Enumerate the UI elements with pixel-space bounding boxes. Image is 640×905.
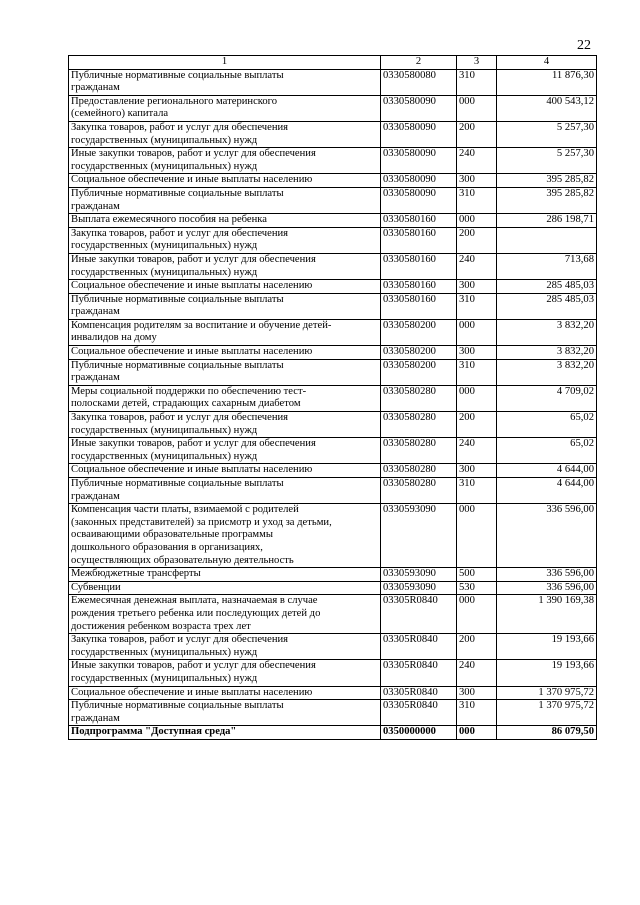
row-kind-cell: 000 bbox=[457, 95, 497, 121]
table-row bbox=[69, 95, 597, 121]
row-name-cell: Публичные нормативные социальные выплаты гражданам bbox=[69, 478, 381, 504]
row-code-cell: 0330580080 bbox=[381, 69, 457, 95]
row-kind-cell: 500 bbox=[457, 568, 497, 582]
row-kind-cell: 530 bbox=[457, 581, 497, 595]
table-row bbox=[69, 359, 597, 385]
table-row bbox=[69, 227, 597, 253]
row-name-cell: Публичные нормативные социальные выплаты гражданам bbox=[69, 359, 381, 385]
row-kind-cell: 200 bbox=[457, 121, 497, 147]
row-amount-cell: 3 832,20 bbox=[497, 359, 597, 385]
table-body bbox=[69, 69, 597, 739]
row-name-cell: Публичные нормативные социальные выплаты гражданам bbox=[69, 293, 381, 319]
table-row bbox=[69, 148, 597, 174]
row-kind-cell: 300 bbox=[457, 686, 497, 700]
row-name-cell: Социальное обеспечение и иные выплаты населению bbox=[69, 686, 381, 700]
row-kind-cell: 310 bbox=[457, 700, 497, 726]
row-name-cell: Меры социальной поддержки по обеспечению тест- полосками детей, страдающих сахарным диабетом bbox=[69, 385, 381, 411]
row-amount-cell: 65,02 bbox=[497, 412, 597, 438]
table-row bbox=[69, 319, 597, 345]
row-name-cell: Социальное обеспечение и иные выплаты населению bbox=[69, 280, 381, 294]
row-amount-cell: 4 644,00 bbox=[497, 478, 597, 504]
row-amount-cell: 336 596,00 bbox=[497, 581, 597, 595]
table-row bbox=[69, 634, 597, 660]
row-code-cell: 0330580280 bbox=[381, 412, 457, 438]
row-amount-cell: 395 285,82 bbox=[497, 174, 597, 188]
table-row bbox=[69, 253, 597, 279]
row-kind-cell: 310 bbox=[457, 69, 497, 95]
budget-table bbox=[68, 55, 597, 740]
row-kind-cell: 200 bbox=[457, 227, 497, 253]
row-amount-cell: 86 079,50 bbox=[497, 726, 597, 740]
row-kind-cell: 000 bbox=[457, 319, 497, 345]
column-header-1: 1 bbox=[69, 56, 381, 70]
row-name-cell: Закупка товаров, работ и услуг для обеспечения государственных (муниципальных) нужд bbox=[69, 634, 381, 660]
row-code-cell: 0330580280 bbox=[381, 438, 457, 464]
row-amount-cell: 395 285,82 bbox=[497, 187, 597, 213]
row-code-cell: 0350000000 bbox=[381, 726, 457, 740]
row-code-cell: 03305R0840 bbox=[381, 700, 457, 726]
row-name-cell: Закупка товаров, работ и услуг для обеспечения государственных (муниципальных) нужд bbox=[69, 227, 381, 253]
row-kind-cell: 310 bbox=[457, 359, 497, 385]
row-kind-cell: 300 bbox=[457, 174, 497, 188]
row-amount-cell: 1 390 169,38 bbox=[497, 595, 597, 634]
table-row bbox=[69, 174, 597, 188]
row-code-cell: 0330580160 bbox=[381, 293, 457, 319]
row-code-cell: 0330580200 bbox=[381, 359, 457, 385]
row-code-cell: 03305R0840 bbox=[381, 686, 457, 700]
row-kind-cell: 000 bbox=[457, 214, 497, 228]
row-kind-cell: 000 bbox=[457, 595, 497, 634]
row-kind-cell: 240 bbox=[457, 148, 497, 174]
table-row bbox=[69, 726, 597, 740]
row-code-cell: 0330593090 bbox=[381, 581, 457, 595]
row-amount-cell: 65,02 bbox=[497, 438, 597, 464]
row-name-cell: Субвенции bbox=[69, 581, 381, 595]
table-row bbox=[69, 700, 597, 726]
row-code-cell: 0330580090 bbox=[381, 187, 457, 213]
table-row bbox=[69, 121, 597, 147]
row-amount-cell: 285 485,03 bbox=[497, 280, 597, 294]
row-code-cell: 0330580200 bbox=[381, 346, 457, 360]
table-row bbox=[69, 504, 597, 568]
row-code-cell: 0330580200 bbox=[381, 319, 457, 345]
row-kind-cell: 240 bbox=[457, 253, 497, 279]
row-amount-cell: 19 193,66 bbox=[497, 634, 597, 660]
row-name-cell: Выплата ежемесячного пособия на ребенка bbox=[69, 214, 381, 228]
row-code-cell: 03305R0840 bbox=[381, 595, 457, 634]
row-amount-cell: 713,68 bbox=[497, 253, 597, 279]
row-kind-cell: 000 bbox=[457, 504, 497, 568]
row-kind-cell: 300 bbox=[457, 280, 497, 294]
table-row bbox=[69, 412, 597, 438]
row-name-cell: Закупка товаров, работ и услуг для обеспечения государственных (муниципальных) нужд bbox=[69, 121, 381, 147]
row-amount-cell bbox=[497, 227, 597, 253]
row-kind-cell: 310 bbox=[457, 187, 497, 213]
row-amount-cell: 3 832,20 bbox=[497, 346, 597, 360]
row-name-cell: Подпрограмма "Доступная среда" bbox=[69, 726, 381, 740]
row-name-cell: Публичные нормативные социальные выплаты гражданам bbox=[69, 700, 381, 726]
row-code-cell: 0330580090 bbox=[381, 148, 457, 174]
table-row bbox=[69, 595, 597, 634]
table-row bbox=[69, 385, 597, 411]
row-code-cell: 0330580280 bbox=[381, 385, 457, 411]
row-kind-cell: 000 bbox=[457, 385, 497, 411]
row-name-cell: Публичные нормативные социальные выплаты гражданам bbox=[69, 187, 381, 213]
table-row bbox=[69, 568, 597, 582]
row-code-cell: 0330580160 bbox=[381, 214, 457, 228]
table-row bbox=[69, 280, 597, 294]
row-kind-cell: 000 bbox=[457, 726, 497, 740]
row-code-cell: 0330580280 bbox=[381, 478, 457, 504]
row-code-cell: 0330580160 bbox=[381, 227, 457, 253]
row-name-cell: Социальное обеспечение и иные выплаты населению bbox=[69, 174, 381, 188]
table-row bbox=[69, 69, 597, 95]
table-row bbox=[69, 660, 597, 686]
row-name-cell: Компенсация части платы, взимаемой с родителей (законных представителей) за присмотр и уход за детьми, осваивающими образовательные программы дошкольного образования в организациях, осуществляющих образовательную деятельность bbox=[69, 504, 381, 568]
row-kind-cell: 300 bbox=[457, 464, 497, 478]
row-amount-cell: 1 370 975,72 bbox=[497, 686, 597, 700]
row-amount-cell: 3 832,20 bbox=[497, 319, 597, 345]
row-amount-cell: 336 596,00 bbox=[497, 504, 597, 568]
page-number: 22 bbox=[577, 38, 591, 53]
row-name-cell: Закупка товаров, работ и услуг для обеспечения государственных (муниципальных) нужд bbox=[69, 412, 381, 438]
row-name-cell: Иные закупки товаров, работ и услуг для обеспечения государственных (муниципальных) нужд bbox=[69, 438, 381, 464]
row-amount-cell: 4 644,00 bbox=[497, 464, 597, 478]
row-code-cell: 03305R0840 bbox=[381, 660, 457, 686]
row-kind-cell: 310 bbox=[457, 478, 497, 504]
row-name-cell: Ежемесячная денежная выплата, назначаемая в случае рождения третьего ребенка или последующих детей до достижения ребенком возраста трех лет bbox=[69, 595, 381, 634]
column-header-4: 4 bbox=[497, 56, 597, 70]
row-kind-cell: 240 bbox=[457, 660, 497, 686]
table-row bbox=[69, 464, 597, 478]
table-row bbox=[69, 187, 597, 213]
row-code-cell: 0330580090 bbox=[381, 95, 457, 121]
row-name-cell: Публичные нормативные социальные выплаты гражданам bbox=[69, 69, 381, 95]
column-header-2: 2 bbox=[381, 56, 457, 70]
row-amount-cell: 286 198,71 bbox=[497, 214, 597, 228]
table-row bbox=[69, 214, 597, 228]
table-row bbox=[69, 686, 597, 700]
table-row bbox=[69, 293, 597, 319]
row-kind-cell: 240 bbox=[457, 438, 497, 464]
row-kind-cell: 200 bbox=[457, 412, 497, 438]
row-code-cell: 0330580160 bbox=[381, 280, 457, 294]
row-name-cell: Межбюджетные трансферты bbox=[69, 568, 381, 582]
row-kind-cell: 300 bbox=[457, 346, 497, 360]
row-name-cell: Социальное обеспечение и иные выплаты населению bbox=[69, 464, 381, 478]
table-header bbox=[69, 56, 597, 70]
table-row bbox=[69, 581, 597, 595]
row-amount-cell: 5 257,30 bbox=[497, 121, 597, 147]
row-code-cell: 03305R0840 bbox=[381, 634, 457, 660]
column-header-3: 3 bbox=[457, 56, 497, 70]
row-code-cell: 0330580090 bbox=[381, 174, 457, 188]
table-row bbox=[69, 478, 597, 504]
row-amount-cell: 19 193,66 bbox=[497, 660, 597, 686]
table-row bbox=[69, 438, 597, 464]
row-code-cell: 0330593090 bbox=[381, 568, 457, 582]
row-name-cell: Социальное обеспечение и иные выплаты населению bbox=[69, 346, 381, 360]
row-name-cell: Компенсация родителям за воспитание и обучение детей- инвалидов на дому bbox=[69, 319, 381, 345]
row-amount-cell: 400 543,12 bbox=[497, 95, 597, 121]
row-code-cell: 0330580160 bbox=[381, 253, 457, 279]
row-amount-cell: 5 257,30 bbox=[497, 148, 597, 174]
row-name-cell: Иные закупки товаров, работ и услуг для обеспечения государственных (муниципальных) нужд bbox=[69, 660, 381, 686]
row-code-cell: 0330580090 bbox=[381, 121, 457, 147]
row-amount-cell: 1 370 975,72 bbox=[497, 700, 597, 726]
row-kind-cell: 310 bbox=[457, 293, 497, 319]
row-amount-cell: 336 596,00 bbox=[497, 568, 597, 582]
row-code-cell: 0330580280 bbox=[381, 464, 457, 478]
table-row bbox=[69, 346, 597, 360]
row-name-cell: Предоставление регионального материнского (семейного) капитала bbox=[69, 95, 381, 121]
row-kind-cell: 200 bbox=[457, 634, 497, 660]
row-name-cell: Иные закупки товаров, работ и услуг для обеспечения государственных (муниципальных) нужд bbox=[69, 148, 381, 174]
header-row bbox=[69, 56, 597, 70]
row-amount-cell: 4 709,02 bbox=[497, 385, 597, 411]
row-amount-cell: 11 876,30 bbox=[497, 69, 597, 95]
row-name-cell: Иные закупки товаров, работ и услуг для обеспечения государственных (муниципальных) нужд bbox=[69, 253, 381, 279]
row-amount-cell: 285 485,03 bbox=[497, 293, 597, 319]
row-code-cell: 0330593090 bbox=[381, 504, 457, 568]
